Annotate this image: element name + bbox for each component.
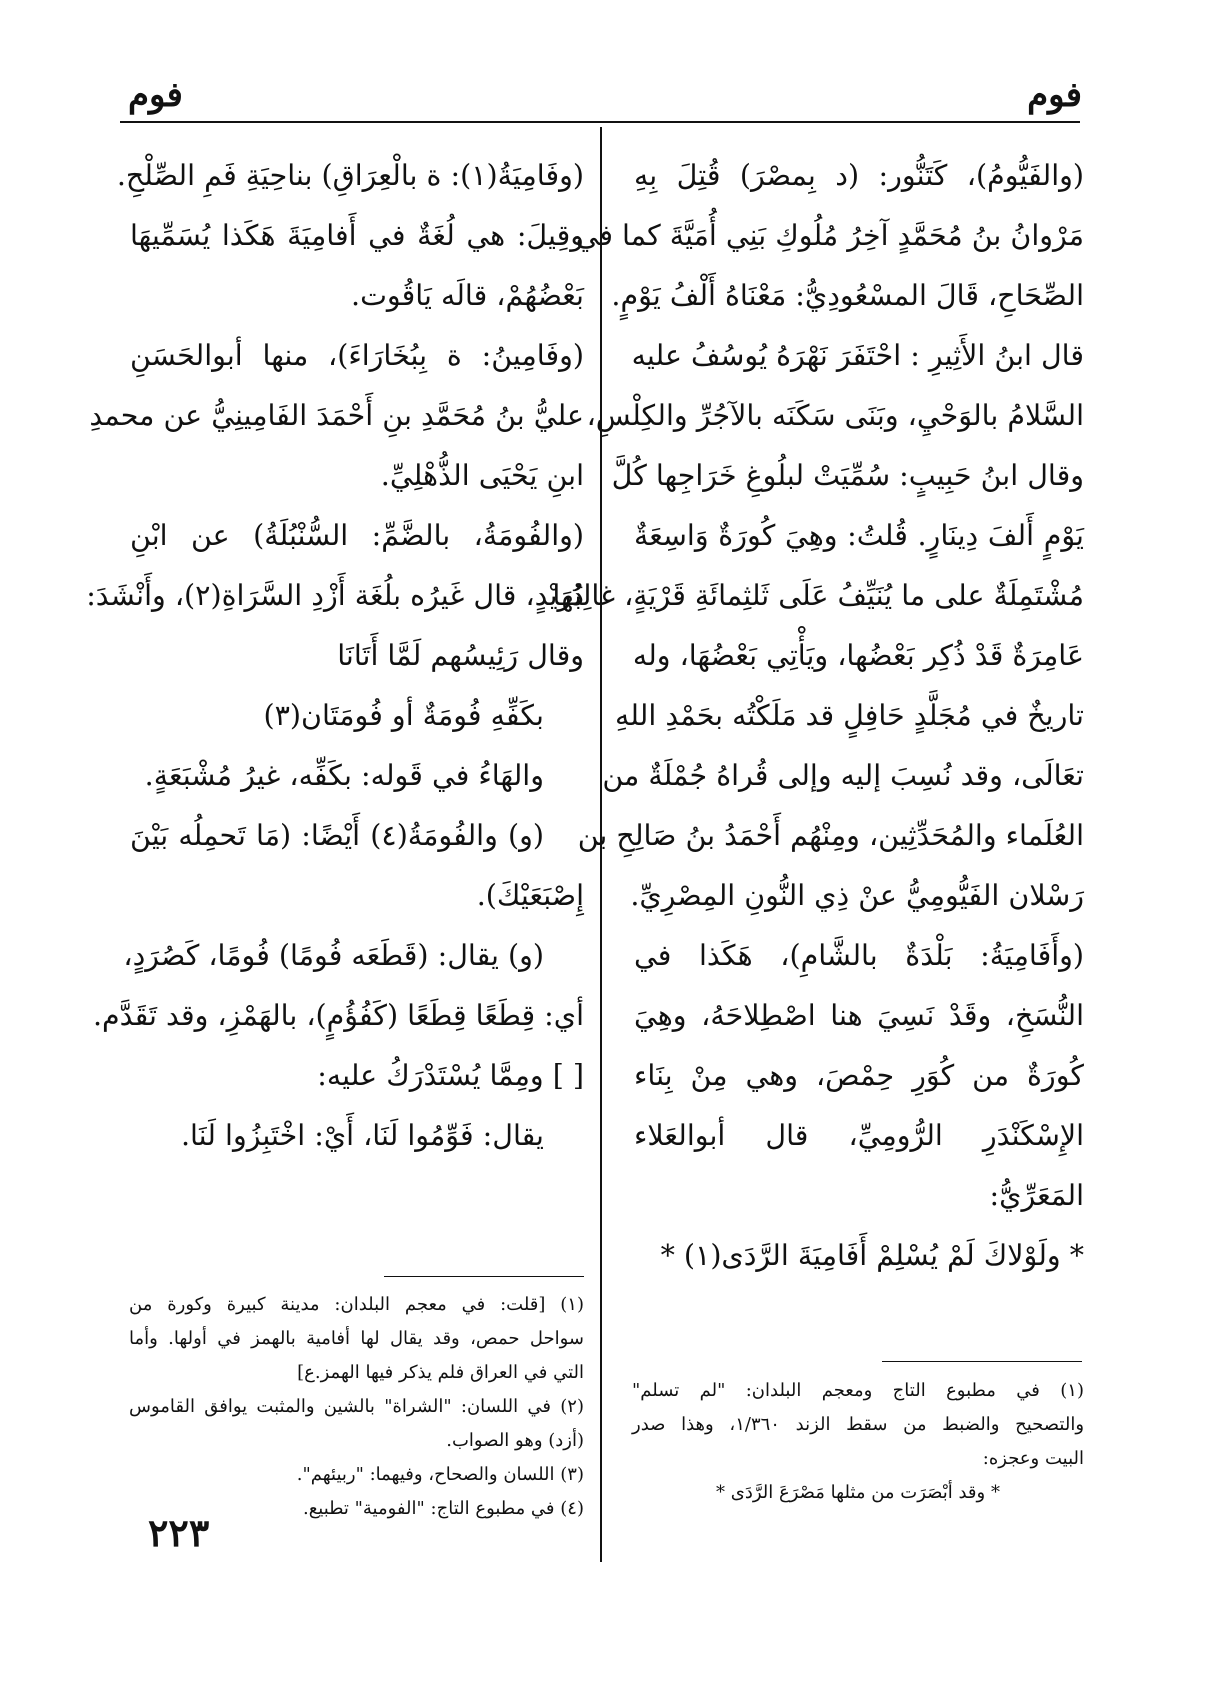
- running-head-left: فوم: [128, 75, 183, 115]
- text-line: الصِّحَاحِ، قَالَ المسْعُودِيُّ: مَعْنَاهُ أَلْفُ يَوْمٍ.: [611, 279, 1084, 312]
- footnote-rule-left: [384, 1276, 584, 1277]
- text-line: أي: قِطَعًا قِطَعًا (كَفُؤُمٍ)، بالهَمْزِ، وقد تَقَدَّم.: [92, 999, 584, 1032]
- text-line: (وأَفَامِيَةُ: بَلْدَةٌ بالشَّامِ)، هَكَذا في: [634, 939, 1084, 972]
- text-line: ابنِ يَحْيَى الذُّهْلِيِّ.: [380, 459, 584, 492]
- text-line: (و) يقال: (قَطَعَه فُومًا) فُومًا، كَصُرَدٍ،: [123, 939, 544, 972]
- text-line: النُّسَخِ، وقَدْ نَسِيَ هنا اصْطِلاحَهُ، وهِيَ: [634, 999, 1084, 1032]
- text-line: [ ] ومِمَّا يُسْتَدْرَكُ عليه:: [317, 1059, 584, 1092]
- text-line: الإِسْكَنْدَرِ الرُّومِيِّ، قال أبوالعَلاء: [634, 1119, 1084, 1152]
- footnotes-left: [129, 1288, 584, 1526]
- text-line: بَعْضُهُمْ، قالَه يَاقُوت.: [351, 279, 584, 312]
- footnote-rule-right: [882, 1361, 1082, 1362]
- text-line: مُشْتَمِلَةٌ على ما يُنَيِّفُ عَلَى ثَلثِمائَةِ قَرْيَةٍ، غالِبُها: [552, 579, 1084, 612]
- text-line: (وفَامِيَةُ(١): ة بالْعِرَاقِ) بناحِيَةِ فَمِ الصِّلْحِ.: [116, 159, 584, 192]
- verse-line: بكَفِّهِ فُومَةٌ أو فُومَتَان(٣): [263, 699, 544, 732]
- text-line: السَّلامُ بالوَحْيِ، وبَنَى سَكَنَه بالآجُرِّ والكِلْسِ،: [586, 399, 1084, 432]
- text-line: المَعَرِّيُّ:: [989, 1179, 1084, 1212]
- text-line: إِصْبَعَيْكَ).: [476, 879, 584, 912]
- footnote-line: البيت وعجزه:: [982, 1448, 1084, 1469]
- text-line: والهَاءُ في قَوله: بكَفِّه، غيرُ مُشْبَعَةٍ.: [144, 759, 544, 792]
- footnote-line: (٢) في اللسان: "الشراة" بالشين والمثبت يوافق القاموس: [129, 1396, 584, 1417]
- text-line: (والفُومَةُ، بالضَّمِّ: السُّنْبُلَةُ) عن ابْنِ: [130, 519, 584, 552]
- text-line: دُرَيْدٍ، قال غَيرُه بلُغَة أَزْدِ السَّرَاةِ(٢)، وأَنْشَدَ:: [86, 579, 584, 612]
- footnote-line: والتصحيح والضبط من سقط الزند ١/٣٦٠، وهذا صدر: [632, 1414, 1085, 1435]
- footnote-line: (١) [قلت: في معجم البلدان: مدينة كبيرة وكورة من: [129, 1294, 584, 1315]
- footnote-line: (٤) في مطبوع التاج: "الفومية" تطبيع.: [302, 1498, 584, 1519]
- footnote-line: (أزد) وهو الصواب.: [446, 1430, 584, 1451]
- text-line: كُورَةٌ من كُوَرِ حِمْصَ، وهي مِنْ بِنَاء: [634, 1059, 1084, 1092]
- text-line: عَامِرَةٌ قَدْ ذُكِر بَعْضُها، ويَأْتِي بَعْضُهَا، وله: [632, 639, 1084, 672]
- running-head-right: فوم: [1027, 75, 1082, 115]
- footnote-line: التي في العراق فلم يذكر فيها الهمز.ع]: [297, 1362, 584, 1383]
- header-rule: [120, 121, 1080, 123]
- text-line: العُلَماء والمُحَدِّثِين، ومِنْهُم أَحْمَدُ بنُ صَالِحِ بن: [577, 819, 1084, 852]
- text-line: وقِيلَ: هي لُغَةٌ في أَفامِيَةَ هَكَذا يُسَمِّيهَا: [130, 219, 584, 252]
- left-column: [86, 146, 584, 1166]
- right-column: [552, 146, 1084, 1286]
- text-line: رَسْلان الفَيُّومِيُّ عنْ ذِي النُّونِ المِصْرِيِّ.: [630, 879, 1084, 912]
- text-line: عليُّ بنُ مُحَمَّدِ بنِ أَحْمَدَ الفَامِينِيُّ عن محمدِ: [89, 399, 584, 432]
- footnote-verse: * وقد أبْصَرَت من مثلها مَصْرَعَ الرَّدَى *: [716, 1482, 1000, 1503]
- footnotes-right: [632, 1374, 1084, 1510]
- text-line: تعَالَى، وقد نُسِبَ إليه وإلى قُراهُ جُمْلَةٌ من: [602, 759, 1084, 792]
- footnote-line: (٣) اللسان والصحاح، وفيهما: "ربيئهم".: [296, 1464, 584, 1485]
- footnote-line: (١) في مطبوع التاج ومعجم البلدان: "لم تسلم": [632, 1380, 1084, 1401]
- text-line: (وفَامِينُ: ة بِبُخَارَاءَ)، منها أبوالحَسَنِ: [130, 339, 584, 372]
- text-line: تاريخٌ في مُجَلَّدٍ حَافِلٍ قد مَلَكْتُه بحَمْدِ اللهِ: [614, 699, 1084, 732]
- footnote-line: سواحل حمص، وقد يقال لها أفامية بالهمز في أولها. وأما: [129, 1328, 584, 1349]
- verse-line: * ولَوْلاكَ لَمْ يُسْلِمْ أَفَامِيَةَ الرَّدَى(١) *: [660, 1239, 1084, 1272]
- text-line: مَرْوانُ بنُ مُحَمَّدٍ آخِرُ مُلُوكِ بَنِي أُمَيَّةَ كما في: [575, 219, 1084, 252]
- text-line: (والفَيُّومُ)، كَتَنُّور: (د بِمصْرَ) قُتِلَ بِهِ: [634, 159, 1084, 192]
- text-line: (و) والفُومَةُ(٤) أَيْضًا: (مَا تَحمِلُه بَيْنَ: [130, 819, 545, 852]
- verse-line: وقال رَئِيسُهم لَمَّا أَتَانَا: [337, 639, 584, 672]
- text-line: يقال: فَوِّمُوا لَنَا، أَيْ: اخْتَبِزُوا لَنَا.: [180, 1119, 544, 1152]
- page-number: ٢٢٣: [148, 1510, 210, 1555]
- text-line: يَوْمٍ أَلفَ دِينَارٍ. قُلتُ: وهِيَ كُورَةٌ وَاسِعَةٌ: [634, 519, 1084, 552]
- text-line: وقال ابنُ حَبِيبٍ: سُمِّيَتْ لبلُوغِ خَرَاجِها كُلَّ: [611, 459, 1084, 492]
- text-line: قال ابنُ الأَثِيرِ : احْتَفَرَ نَهْرَهُ يُوسُفُ عليه: [631, 339, 1084, 372]
